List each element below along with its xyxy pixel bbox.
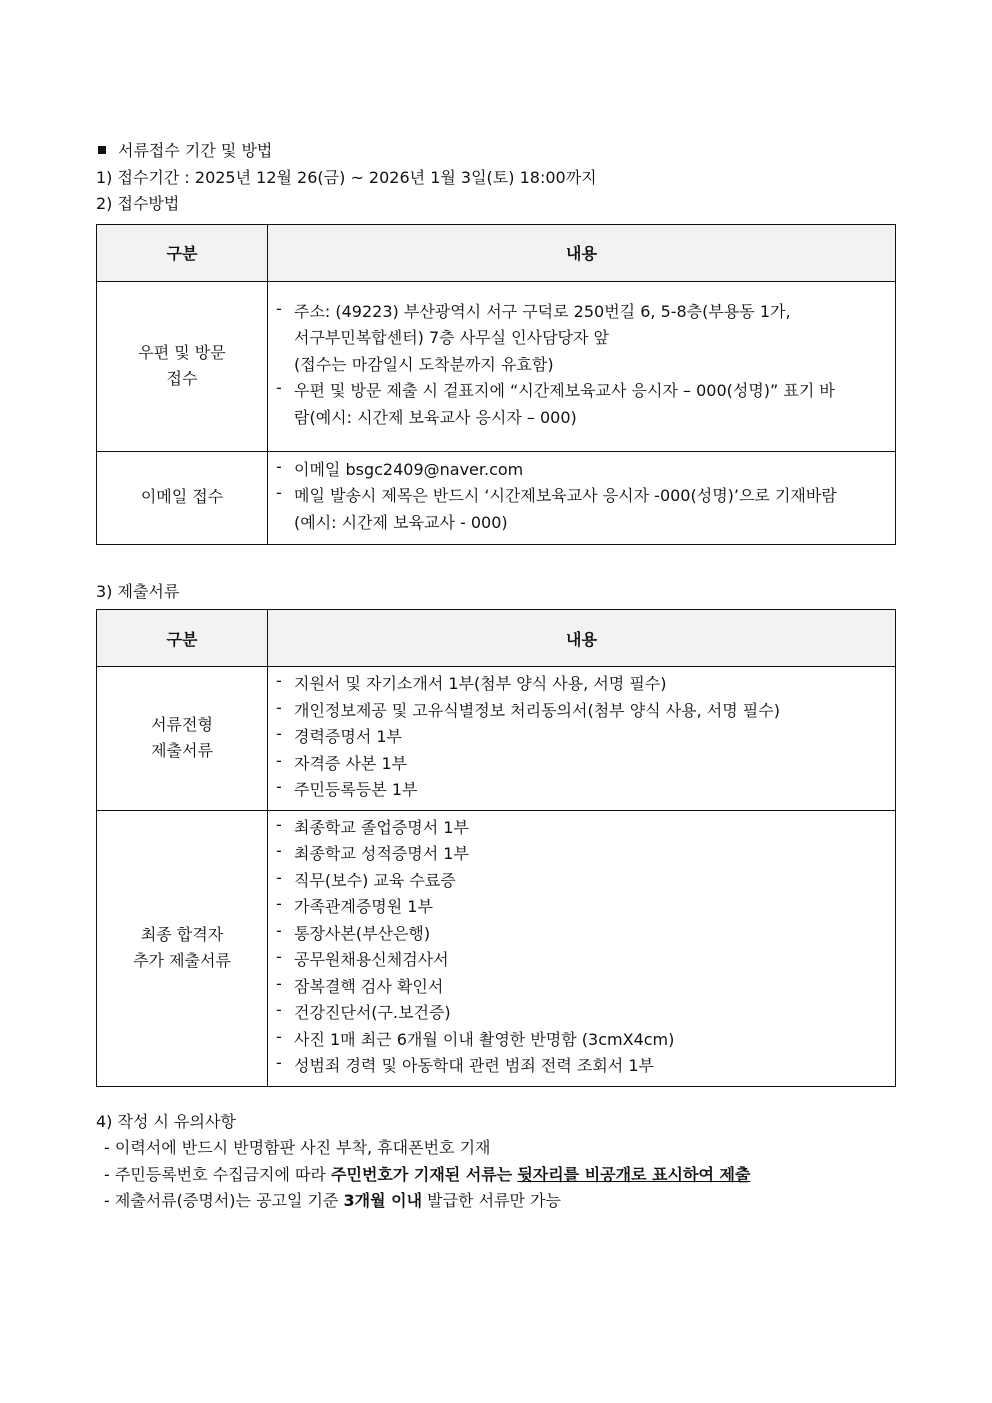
square-bullet-icon	[98, 146, 106, 154]
list-item: - 성범죄 경력 및 아동학대 관련 범죄 전력 조회서 1부	[276, 1053, 654, 1075]
list-item: - 우편 및 방문 제출 시 겉표지에 “시간제보육교사 응시자 – 000(성명)” 표기 바	[276, 378, 835, 401]
row-label: 최종 합격자 추가 제출서류	[97, 810, 268, 1086]
table-row	[97, 451, 896, 544]
row-content	[268, 667, 896, 811]
method-table	[96, 224, 896, 545]
row-label: 우편 및 방문 접수	[97, 281, 268, 451]
note-item: - 이력서에 반드시 반명함판 사진 부착, 휴대폰번호 기재	[104, 1138, 491, 1157]
notes-title: 4) 작성 시 유의사항	[96, 1111, 236, 1131]
list-item: - 경력증명서 1부	[276, 724, 403, 746]
list-item: - 공무원채용신체검사서	[276, 947, 449, 969]
list-item: - 건강진단서(구.보건증)	[276, 1000, 451, 1022]
row-label: 서류전형 제출서류	[97, 667, 268, 811]
list-item: 람(예시: 시간제 보육교사 응시자 – 000)	[294, 407, 577, 427]
table-header-row	[97, 224, 896, 281]
list-item: 서구부민복합센터) 7층 사무실 인사담당자 앞	[294, 328, 609, 348]
list-item: - 잠복결핵 검사 확인서	[276, 973, 444, 996]
list-item: - 자격증 사본 1부	[276, 750, 408, 773]
list-item: - 통장사본(부산은행)	[276, 920, 431, 943]
list-item: - 개인정보제공 및 고유식별정보 처리동의서(첨부 양식 사용, 서명 필수)	[276, 697, 780, 720]
note-item: - 제출서류(증명서)는 공고일 기준 3개월 이내 발급한 서류만 가능	[104, 1191, 561, 1210]
method-title: 2) 접수방법	[96, 194, 180, 213]
row-content	[268, 810, 896, 1086]
note-item: - 주민등록번호 수집금지에 따라 주민번호가 기재된 서류는 뒷자리를 비공개로 표시하여 제출	[104, 1164, 751, 1184]
list-item: (접수는 마감일시 도착분까지 유효함)	[294, 354, 554, 374]
section-heading	[96, 138, 896, 165]
row-label: 이메일 접수	[97, 451, 268, 544]
period-line: 1) 접수기간 : 2025년 12월 26(금) ~ 2026년 1월 3일(토) 18:00까지	[96, 167, 597, 187]
list-item: - 직무(보수) 교육 수료증	[276, 867, 456, 890]
documents-table	[96, 609, 896, 1087]
table-row	[97, 810, 896, 1086]
heading-text: 서류접수 기간 및 방법	[118, 141, 273, 160]
list-item: - 최종학교 졸업증명서 1부	[276, 814, 469, 837]
list-item: - 주소: (49223) 부산광역시 서구 구덕로 250번길 6, 5-8층(부용동 1가,	[276, 298, 791, 321]
docs-title: 3) 제출서류	[96, 581, 180, 601]
list-item: - 메일 발송시 제목은 반드시 ‘시간제보육교사 응시자 -000(성명)’으로 기재바람	[276, 483, 837, 506]
list-item: - 최종학교 성적증명서 1부	[276, 841, 469, 863]
list-item: - 지원서 및 자기소개서 1부(첨부 양식 사용, 서명 필수)	[276, 671, 667, 693]
header-content: 내용	[268, 610, 896, 667]
list-item: - 주민등록등본 1부	[276, 777, 418, 799]
table-row	[97, 281, 896, 451]
row-content	[268, 281, 896, 451]
list-item: - 이메일 bsgc2409@naver.com	[276, 456, 524, 479]
list-item: - 가족관계증명원 1부	[276, 894, 433, 916]
header-category: 구분	[97, 224, 268, 281]
list-item: - 사진 1매 최근 6개월 이내 촬영한 반명함 (3cmX4cm)	[276, 1026, 675, 1049]
document-page	[96, 138, 896, 1215]
row-content	[268, 451, 896, 544]
table-row	[97, 667, 896, 811]
header-content: 내용	[268, 224, 896, 281]
header-category: 구분	[97, 610, 268, 667]
table-header-row	[97, 610, 896, 667]
list-item: (예시: 시간제 보육교사 - 000)	[294, 512, 508, 532]
